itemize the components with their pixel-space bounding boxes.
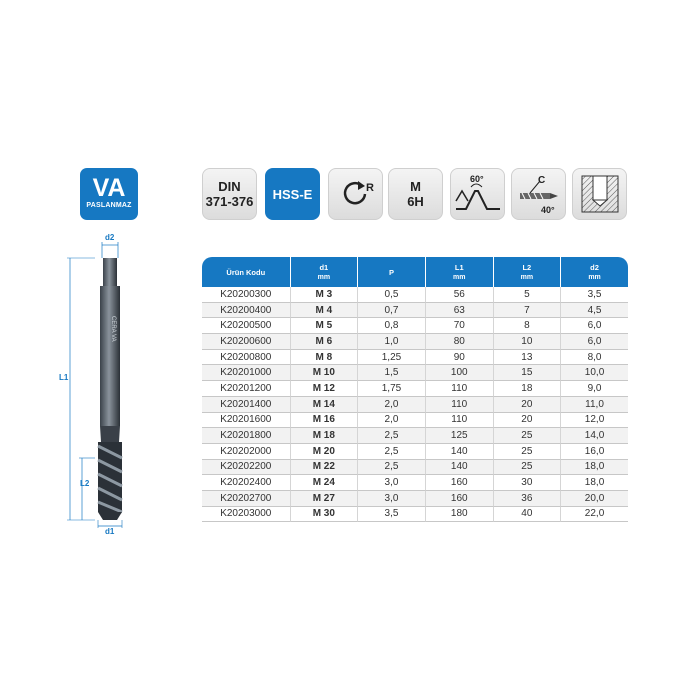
cell-value: 16,0 (561, 444, 628, 460)
blind-hole-drawing-icon (578, 172, 622, 216)
din-line-1: DIN (218, 179, 241, 194)
cell-value: 7 (494, 303, 561, 319)
spec-table (202, 257, 628, 522)
tap-drawing (55, 228, 165, 528)
hss-e-icon (265, 168, 320, 220)
tolerance-class-icon (388, 168, 443, 220)
cell-value: 100 (426, 365, 494, 381)
rotation-arrow-icon (336, 174, 376, 214)
table-row (202, 287, 628, 303)
header-product-code: Ürün Kodu (202, 257, 291, 287)
table-row (202, 413, 628, 429)
cell-value: 25 (494, 428, 561, 444)
cell-value: 80 (426, 334, 494, 350)
cell-value: 110 (426, 381, 494, 397)
table-row (202, 444, 628, 460)
spiral-c-label: C (537, 175, 545, 186)
cell-value: 18 (494, 381, 561, 397)
table-header-row (202, 257, 628, 287)
cell-value: 4,5 (561, 303, 628, 319)
cell-value: M 10 (291, 365, 358, 381)
header-d2: d2 mm (561, 257, 628, 287)
table-row (202, 318, 628, 334)
cell-product-code: K20200300 (202, 287, 291, 303)
cell-value: 1,5 (358, 365, 426, 381)
right-hand-rotation-icon (328, 168, 383, 220)
cell-value: 140 (426, 460, 494, 476)
cell-value: 12,0 (561, 413, 628, 429)
cell-value: 25 (494, 444, 561, 460)
cell-value: M 16 (291, 413, 358, 429)
cell-value: 8 (494, 318, 561, 334)
cell-value: 14,0 (561, 428, 628, 444)
cell-value: M 24 (291, 475, 358, 491)
cell-value: 9,0 (561, 381, 628, 397)
cell-value: M 5 (291, 318, 358, 334)
cell-product-code: K20201800 (202, 428, 291, 444)
cell-product-code: K20202400 (202, 475, 291, 491)
cell-value: 110 (426, 413, 494, 429)
cell-value: 3,5 (561, 287, 628, 303)
cell-value: M 27 (291, 491, 358, 507)
spiral-flutes (98, 442, 122, 512)
cell-value: 15 (494, 365, 561, 381)
cell-value: 13 (494, 350, 561, 366)
cell-value: 22,0 (561, 507, 628, 523)
cell-value: 36 (494, 491, 561, 507)
cell-value: 20,0 (561, 491, 628, 507)
cell-value: 3,0 (358, 475, 426, 491)
cell-value: 20 (494, 397, 561, 413)
cell-value: 2,5 (358, 428, 426, 444)
cell-value: 6,0 (561, 334, 628, 350)
cell-value: 11,0 (561, 397, 628, 413)
cell-value: M 12 (291, 381, 358, 397)
cell-value: 110 (426, 397, 494, 413)
cell-value: 8,0 (561, 350, 628, 366)
cell-product-code: K20201200 (202, 381, 291, 397)
cell-value: 56 (426, 287, 494, 303)
cell-value: M 18 (291, 428, 358, 444)
cell-product-code: K20203000 (202, 507, 291, 523)
cell-value: 10 (494, 334, 561, 350)
header-L1: L1 mm (426, 257, 494, 287)
va-badge (80, 168, 138, 220)
table-row (202, 350, 628, 366)
table-row (202, 334, 628, 350)
cell-value: 2,5 (358, 460, 426, 476)
table-row (202, 303, 628, 319)
label-d1: d1 (105, 527, 115, 536)
cell-product-code: K20200600 (202, 334, 291, 350)
table-row (202, 491, 628, 507)
cell-value: 5 (494, 287, 561, 303)
blind-hole-icon (572, 168, 627, 220)
cell-value: M 8 (291, 350, 358, 366)
din-line-2: 371-376 (205, 194, 254, 209)
cell-value: 30 (494, 475, 561, 491)
table-row (202, 381, 628, 397)
cell-product-code: K20202200 (202, 460, 291, 476)
cell-value: 160 (426, 475, 494, 491)
cell-value: M 4 (291, 303, 358, 319)
cell-product-code: K20201600 (202, 413, 291, 429)
cell-value: 40 (494, 507, 561, 523)
cell-value: 0,8 (358, 318, 426, 334)
cell-value: 90 (426, 350, 494, 366)
thread-angle-label: 60° (469, 174, 484, 184)
cell-value: 1,25 (358, 350, 426, 366)
header-d1: d1 mm (291, 257, 358, 287)
tolerance-line-1: M (410, 179, 421, 194)
din-standard-icon (202, 168, 257, 220)
cell-value: M 3 (291, 287, 358, 303)
cell-value: 6,0 (561, 318, 628, 334)
table-row (202, 397, 628, 413)
cell-value: 1,75 (358, 381, 426, 397)
label-L1: L1 (59, 373, 69, 382)
cell-value: 18,0 (561, 475, 628, 491)
hss-e-label: HSS-E (272, 186, 313, 202)
cell-value: M 30 (291, 507, 358, 523)
cell-product-code: K20202700 (202, 491, 291, 507)
cell-value: 18,0 (561, 460, 628, 476)
rotation-label: R (365, 182, 374, 194)
spiral-flute-icon (514, 171, 564, 217)
table-row (202, 460, 628, 476)
header-L2: L2 mm (494, 257, 561, 287)
cell-value: 3,5 (358, 507, 426, 523)
cell-product-code: K20201000 (202, 365, 291, 381)
thread-profile-icon (453, 171, 503, 217)
badge-title: VA (92, 174, 126, 202)
cell-value: 3,0 (358, 491, 426, 507)
spiral-angle-icon (511, 168, 566, 220)
cell-value: 125 (426, 428, 494, 444)
cell-value: 2,0 (358, 397, 426, 413)
cell-value: 70 (426, 318, 494, 334)
tolerance-line-2: 6H (407, 194, 424, 209)
table-row (202, 507, 628, 523)
cell-value: 180 (426, 507, 494, 523)
cell-value: 160 (426, 491, 494, 507)
label-L2: L2 (80, 479, 90, 488)
shank-engraving: CERA VA (110, 316, 116, 342)
cell-value: 0,7 (358, 303, 426, 319)
cell-value: 2,5 (358, 444, 426, 460)
cell-product-code: K20201400 (202, 397, 291, 413)
spiral-angle-label: 40° (540, 205, 555, 215)
cell-value: M 14 (291, 397, 358, 413)
cell-product-code: K20200500 (202, 318, 291, 334)
cell-value: 63 (426, 303, 494, 319)
table-row (202, 365, 628, 381)
label-d2: d2 (105, 233, 115, 242)
table-row (202, 428, 628, 444)
cell-value: 0,5 (358, 287, 426, 303)
cell-value: M 6 (291, 334, 358, 350)
thread-angle-icon (450, 168, 505, 220)
cell-value: 10,0 (561, 365, 628, 381)
cell-value: 1,0 (358, 334, 426, 350)
table-body (202, 287, 628, 522)
table-row (202, 475, 628, 491)
cell-value: M 20 (291, 444, 358, 460)
cell-value: M 22 (291, 460, 358, 476)
cell-product-code: K20200400 (202, 303, 291, 319)
badge-subtitle: PASLANMAZ (86, 202, 132, 209)
header-p: P (358, 257, 426, 287)
cell-product-code: K20202000 (202, 444, 291, 460)
cell-value: 2,0 (358, 413, 426, 429)
cell-value: 20 (494, 413, 561, 429)
cell-product-code: K20200800 (202, 350, 291, 366)
cell-value: 25 (494, 460, 561, 476)
cell-value: 140 (426, 444, 494, 460)
